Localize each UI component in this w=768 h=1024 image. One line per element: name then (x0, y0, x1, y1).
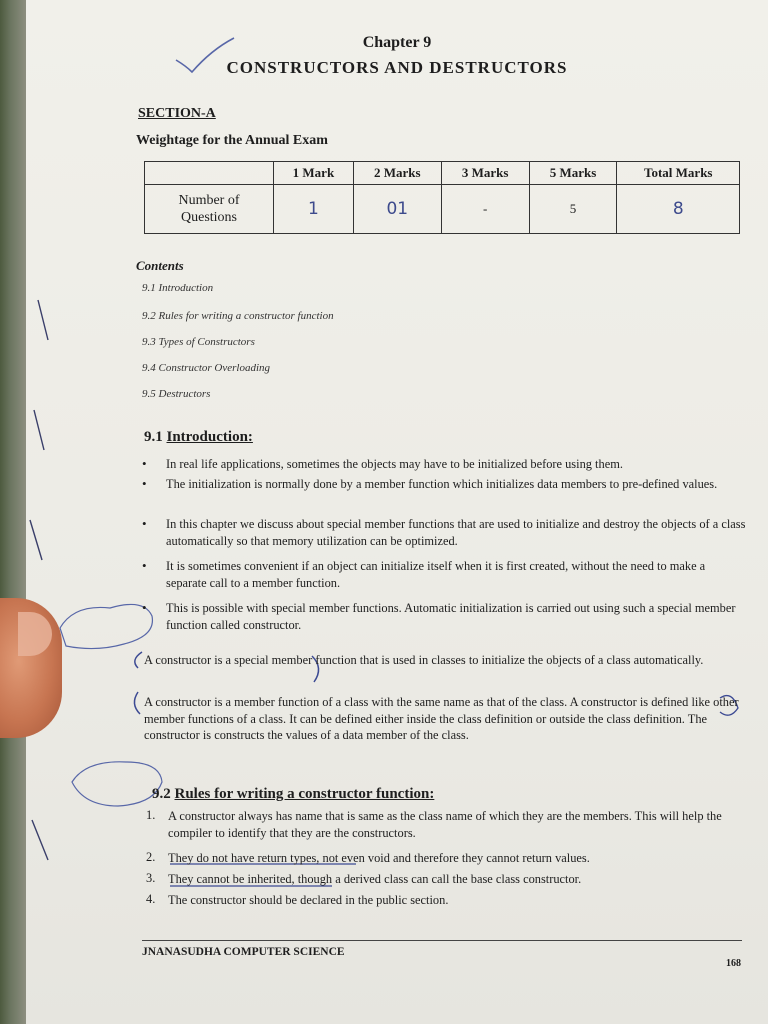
table-cell: 8 (617, 185, 740, 234)
rule-text: They do not have return types, not even void and therefore they cannot return values. (168, 851, 590, 865)
rule-number: 2. (146, 850, 156, 864)
weightage-table (144, 161, 740, 234)
table-cell: 01 (353, 185, 441, 234)
contents-item: 9.2 Rules for writing a constructor function (142, 310, 334, 322)
rules-title: Rules for writing a constructor function: (174, 786, 435, 802)
rule-number: 1. (146, 808, 156, 822)
page-number: 168 (726, 958, 741, 969)
footer-publisher: JNANASUDHA COMPUTER SCIENCE (142, 946, 345, 958)
bullet-icon: • (142, 600, 147, 615)
section-label: SECTION-A (138, 106, 216, 121)
book-binding (0, 0, 26, 1024)
rules-number: 9.2 (152, 786, 171, 802)
rules-heading (152, 786, 434, 803)
rule-number: 3. (146, 871, 156, 885)
intro-title: Introduction: (166, 429, 253, 445)
intro-number: 9.1 (144, 429, 163, 445)
bullet-icon: • (142, 516, 147, 531)
margin-note-cloud-2 (72, 762, 162, 806)
table-header-cell: 5 Marks (529, 162, 617, 185)
table-header-row (145, 162, 740, 185)
bullet-icon: • (142, 558, 147, 573)
table-row-label: Number of Questions (145, 185, 274, 234)
footer-rule (142, 940, 742, 941)
weightage-heading: Weightage for the Annual Exam (136, 133, 328, 148)
intro-bullet: It is sometimes convenient if an object can initialize itself when it is first created, without the need to make a separate call to a member function. (166, 559, 706, 590)
intro-bullet: In real life applications, sometimes the objects may have to be initialized before using them. (166, 457, 623, 471)
table-header-cell (145, 162, 274, 185)
bullet-icon: • (142, 476, 147, 491)
contents-item: 9.1 Introduction (142, 282, 214, 294)
intro-heading (144, 429, 253, 446)
table-cell: 5 (529, 185, 617, 234)
constructor-definition: A constructor is a special member function that is used in classes to initialize the objects of a class automatically. (144, 653, 704, 667)
detail-bracket (134, 692, 140, 714)
document-page (26, 0, 768, 1024)
chapter-number: Chapter 9 (362, 34, 432, 51)
chapter-title: CONSTRUCTORS AND DESTRUCTORS (226, 58, 568, 77)
contents-item: 9.5 Destructors (142, 388, 211, 400)
definition-bracket (135, 652, 142, 668)
table-header-cell: 1 Mark (274, 162, 354, 185)
rule-text: A constructor always has name that is same as the class name of which they are the members. This will help the compiler to identify that they are the constructors. (168, 809, 722, 840)
rule-text: The constructor should be declared in the public section. (168, 893, 449, 907)
rule-text: They cannot be inherited, though a derived class can call the base class constructor. (168, 872, 582, 886)
constructor-detail: A constructor is a member function of a class with the same name as that of the class. A constructor is defined like other member functions of a class. It can be defined either inside the class definition or outside the class definition. The constructor is constructs the values of a data member of the class. (144, 695, 739, 742)
contents-heading: Contents (136, 258, 184, 273)
table-row (145, 185, 740, 234)
contents-item: 9.4 Constructor Overloading (142, 362, 271, 374)
margin-note-cloud (60, 604, 152, 648)
intro-bullet: The initialization is normally done by a member function which initializes data members to pre-defined values. (166, 477, 718, 491)
rule-number: 4. (146, 892, 156, 906)
contents-item: 9.3 Types of Constructors (142, 336, 255, 348)
table-cell: 1 (274, 185, 354, 234)
bullet-icon: • (142, 456, 147, 471)
edge-marks (30, 300, 48, 860)
table-header-cell: 3 Marks (441, 162, 529, 185)
intro-bullet: In this chapter we discuss about special member functions that are used to initialize and destroy the objects of a class automatically so that memory utilization can be optimized. (166, 517, 746, 548)
table-header-cell: Total Marks (617, 162, 740, 185)
table-cell: - (441, 185, 529, 234)
table-header-cell: 2 Marks (353, 162, 441, 185)
intro-bullet: This is possible with special member functions. Automatic initialization is carried out using such a special member function called constructor. (166, 601, 736, 632)
